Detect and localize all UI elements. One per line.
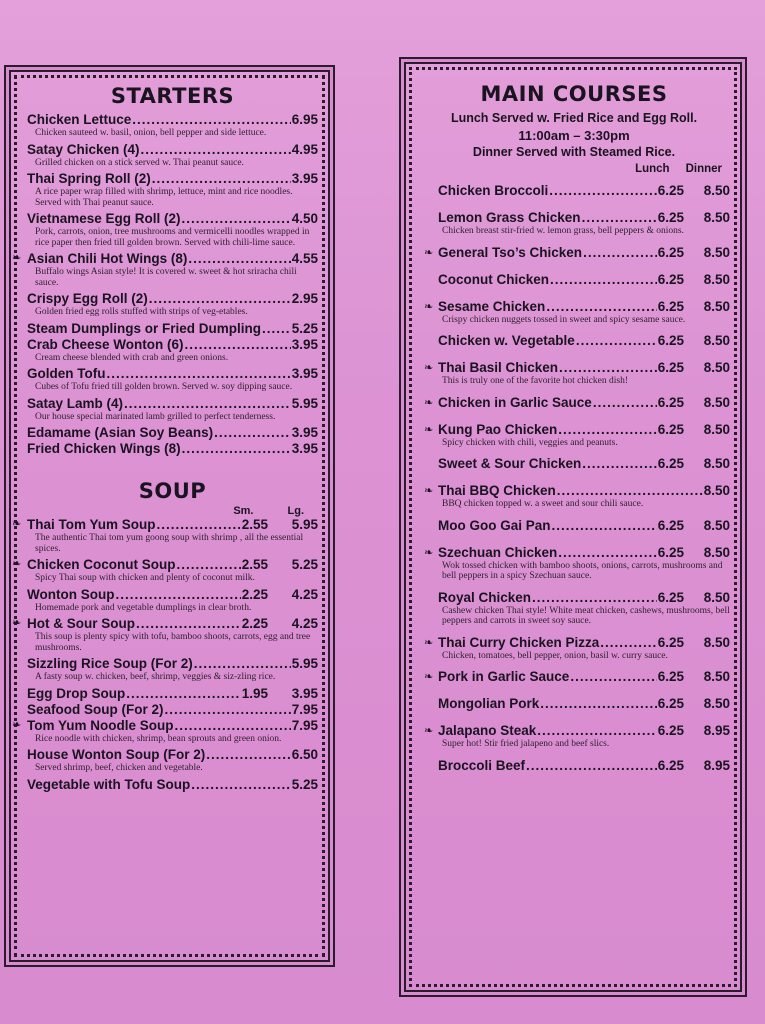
menu-item-row [27, 337, 318, 353]
main-courses-panel [404, 62, 742, 992]
menu-item-name: House Wonton Soup (For 2) [27, 747, 206, 762]
menu-item-price: 6.95 [291, 112, 318, 127]
dot-leader [182, 441, 291, 457]
list-item [27, 112, 318, 139]
menu-item-name: Tom Yum Noodle Soup [27, 717, 174, 733]
list-item [27, 142, 318, 169]
menu-item-row [27, 321, 318, 337]
list-item [27, 777, 318, 793]
lunch-price: 6.25 [657, 298, 684, 314]
starters-soup-panel [9, 70, 330, 962]
list-item [418, 483, 730, 510]
small-price: 2.25 [241, 586, 268, 602]
dot-leader [206, 747, 290, 763]
dot-leader [546, 299, 656, 315]
lunch-price: 6.25 [657, 394, 684, 410]
menu-item-row [27, 686, 318, 702]
menu-item-description: Chicken sauteed w. basil, onion, bell pepper and side lettuce. [35, 128, 267, 138]
list-item [418, 333, 730, 349]
dot-leader [191, 777, 290, 793]
dot-leader [540, 696, 656, 712]
dot-leader [149, 291, 291, 307]
starters-list [12, 112, 318, 457]
list-item [27, 702, 318, 718]
lunch-price: 6.25 [657, 634, 684, 650]
list-item [27, 171, 318, 208]
menu-item-name: Sweet & Sour Chicken [438, 456, 582, 471]
chili-pepper-icon: ❧ [424, 396, 434, 409]
dinner-price: 8.95 [703, 757, 730, 773]
menu-item-name: Crab Cheese Wonton (6) [27, 336, 184, 352]
menu-item-description: A fasty soup w. chicken, beef, shrimp, veggies & siz-zling rice. [35, 672, 276, 682]
menu-item-row [27, 656, 318, 672]
dinner-price: 8.50 [703, 298, 730, 314]
menu-item-name: Sesame Chicken [438, 298, 546, 314]
menu-item-name: Sizzling Rice Soup (For 2) [27, 656, 193, 671]
menu-item-description: This soup is plenty spicy with tofu, bamboo shoots, carrots, egg and tree mushrooms. [35, 632, 311, 653]
dinner-price: 8.50 [703, 394, 730, 410]
menu-item-description: Our house special marinated lamb grilled to perfect tenderness. [35, 411, 276, 422]
menu-item-row [438, 545, 730, 561]
small-price: 2.55 [241, 557, 268, 572]
dot-leader [126, 686, 240, 702]
dinner-price: 8.50 [703, 483, 730, 498]
dot-leader [124, 396, 291, 412]
list-item [418, 456, 730, 472]
dot-leader [214, 425, 291, 441]
dot-leader [576, 333, 657, 349]
lunch-price: 6.25 [657, 589, 684, 605]
dot-leader [552, 518, 657, 534]
menu-item-description: Cubes of Tofu fried till golden brown. Served w. soy dipping sauce. [35, 382, 293, 392]
menu-item-row [438, 723, 730, 739]
dot-leader [537, 723, 656, 739]
chili-pepper-icon: ❧ [424, 725, 434, 737]
menu-item-row [27, 587, 318, 603]
menu-item-price: 3.95 [291, 171, 318, 186]
lunch-price: 6.25 [657, 456, 684, 471]
dinner-price: 8.50 [703, 456, 730, 471]
menu-item-name: Wonton Soup [27, 586, 115, 602]
menu-item-row [438, 590, 730, 606]
lunch-price: 6.25 [657, 696, 684, 711]
lunch-price: 6.25 [657, 210, 684, 225]
menu-item-price: 3.95 [291, 336, 318, 352]
menu-item-row [438, 299, 730, 315]
menu-item-name: Satay Lamb (4) [27, 395, 124, 411]
large-price: 3.95 [291, 685, 318, 701]
lunch-price: 6.25 [657, 333, 684, 348]
main-courses-heading: MAIN COURSES [480, 82, 668, 106]
menu-item-row [438, 245, 730, 261]
lunch-price: 6.25 [657, 757, 684, 773]
list-item [418, 518, 730, 534]
menu-item-description: Super hot! Stir fried jalapeno and beef slics. [442, 739, 610, 749]
menu-item-name: Asian Chili Hot Wings (8) [27, 251, 188, 266]
soup-list [12, 517, 318, 793]
menu-item-name: Golden Tofu [27, 366, 106, 381]
menu-item-name: Crispy Egg Roll (2) [27, 291, 148, 306]
menu-item-price: 4.55 [291, 251, 318, 266]
dinner-price: 8.50 [703, 244, 730, 260]
menu-item-row [438, 395, 730, 411]
list-item [12, 251, 318, 288]
dinner-price: 8.50 [703, 589, 730, 605]
dot-leader [557, 483, 703, 499]
menu-item-price: 5.25 [291, 320, 318, 336]
dot-leader [185, 337, 291, 353]
lunch-price: 6.25 [657, 544, 684, 560]
menu-item-name: General Tso’s Chicken [438, 244, 583, 260]
menu-item-description: Golden fried egg rolls stuffed with strips of veg-etables. [35, 307, 248, 317]
menu-item-name: Coconut Chicken [438, 271, 550, 287]
list-item [27, 656, 318, 683]
chili-pepper-icon: ❧ [12, 718, 22, 731]
chili-pepper-icon: ❧ [424, 671, 434, 683]
main-courses-list [418, 183, 730, 774]
menu-item-price: 5.95 [291, 395, 318, 411]
menu-item-description: This is truly one of the favorite hot chicken dish! [442, 376, 628, 386]
list-item [418, 360, 730, 387]
menu-item-name: Szechuan Chicken [438, 544, 558, 560]
lunch-price: 6.25 [657, 669, 684, 684]
menu-item-description: Chicken, tomatoes, bell pepper, onion, basil w. curry sauce. [442, 650, 668, 661]
list-item [418, 696, 730, 712]
menu-item-name: Thai Tom Yum Soup [27, 517, 156, 532]
menu-item-name: Egg Drop Soup [27, 685, 126, 701]
menu-item-row [438, 360, 730, 376]
dot-leader [582, 456, 656, 472]
menu-item-name: Royal Chicken [438, 589, 532, 605]
list-item [27, 337, 318, 364]
large-price: 7.95 [291, 717, 318, 733]
list-item [418, 590, 730, 627]
list-item [418, 723, 730, 750]
menu-item-description: Grilled chicken on a stick served w. Thai peanut sauce. [35, 157, 244, 168]
dot-leader [583, 245, 657, 261]
menu-item-row [438, 635, 730, 651]
dinner-price: 8.50 [703, 333, 730, 348]
menu-item-name: Thai Curry Chicken Pizza [438, 634, 600, 650]
dot-leader [106, 366, 290, 382]
list-item [27, 686, 318, 702]
list-item [418, 299, 730, 326]
dot-leader [132, 112, 290, 128]
menu-item-row [27, 616, 318, 632]
list-item [27, 321, 318, 337]
list-item [27, 396, 318, 423]
list-item [27, 441, 318, 457]
list-item [27, 211, 318, 248]
small-price: 2.55 [241, 517, 268, 532]
dot-leader [526, 758, 657, 774]
dot-leader [115, 587, 240, 603]
menu-item-row [27, 142, 318, 158]
menu-item-row [438, 210, 730, 226]
dot-leader [558, 422, 656, 438]
menu-item-name: Thai Basil Chicken [438, 360, 559, 375]
dinner-price: 8.50 [703, 271, 730, 287]
chili-pepper-icon: ❧ [424, 546, 434, 559]
menu-item-row [27, 251, 318, 267]
list-item [12, 717, 318, 745]
menu-item-description: The authentic Thai tom yum goong soup with shrimp , all the essential spices. [35, 533, 304, 554]
dot-leader [558, 545, 656, 561]
menu-item-description: Chicken breast stir-fried w. lemon grass, bell peppers & onions. [442, 226, 684, 236]
dinner-label: Dinner [685, 163, 722, 175]
dot-leader [175, 718, 291, 734]
dot-leader [549, 183, 656, 199]
lunch-price: 6.25 [657, 360, 684, 375]
large-price: 4.25 [291, 616, 318, 631]
dot-leader [136, 616, 241, 632]
menu-item-name: Mongolian Pork [438, 696, 540, 711]
menu-item-row [438, 696, 730, 712]
menu-item-row [438, 518, 730, 534]
dot-leader [262, 321, 291, 337]
dot-leader [570, 669, 656, 685]
dinner-price: 8.50 [703, 634, 730, 650]
menu-item-row [438, 272, 730, 288]
list-item [27, 425, 318, 441]
list-item [12, 616, 318, 653]
chili-pepper-icon: ❧ [424, 246, 434, 259]
lunch-price: 6.25 [657, 183, 684, 198]
small-price: 2.25 [241, 616, 268, 631]
menu-item-name: Steam Dumplings or Fried Dumpling [27, 320, 262, 336]
dinner-price: 8.50 [703, 360, 730, 375]
price-column-header [418, 163, 730, 175]
menu-item-row [27, 718, 318, 734]
dot-leader [182, 211, 291, 227]
dot-leader [188, 251, 290, 267]
chili-pepper-icon: ❧ [424, 300, 434, 313]
menu-item-description: Cashew chicken Thai style! White meat chicken, cashews, mushrooms, bell peppers and carrots in sweet soy sauce. [442, 605, 730, 626]
lunch-note: Lunch Served w. Fried Rice and Egg Roll. [450, 111, 698, 125]
menu-item-row [27, 425, 318, 441]
menu-item-name: Chicken in Garlic Sauce [438, 394, 592, 410]
menu-item-name: Edamame (Asian Soy Beans) [27, 425, 214, 440]
list-item [418, 669, 730, 685]
chili-pepper-icon: ❧ [12, 617, 22, 629]
menu-item-row [27, 702, 318, 718]
dinner-price: 8.95 [703, 723, 730, 738]
menu-item-price: 2.95 [291, 291, 318, 306]
list-item [418, 245, 730, 261]
menu-item-name: Vegetable with Tofu Soup [27, 776, 191, 792]
dot-leader [593, 395, 657, 411]
starters-heading: STARTERS [110, 84, 235, 108]
dot-leader [600, 635, 656, 651]
list-item [418, 395, 730, 411]
menu-item-description: Buffalo wings Asian style! It is covered w. sweet & hot sriracha chili sauce. [35, 267, 297, 288]
chili-pepper-icon: ❧ [12, 518, 22, 530]
list-item [418, 635, 730, 662]
menu-item-row [438, 669, 730, 685]
menu-item-row [27, 171, 318, 187]
lunch-label: Lunch [635, 163, 670, 175]
menu-item-price: 3.95 [291, 425, 318, 440]
list-item [418, 272, 730, 288]
dot-leader [550, 272, 657, 288]
menu-item-name: Satay Chicken (4) [27, 141, 140, 157]
menu-item-row [27, 747, 318, 763]
menu-item-row [27, 517, 318, 533]
dot-leader [532, 590, 657, 606]
menu-item-row [438, 456, 730, 472]
list-item [418, 545, 730, 582]
menu-item-row [438, 183, 730, 199]
dot-leader [165, 702, 291, 718]
menu-item-name: Moo Goo Gai Pan [438, 517, 551, 533]
menu-item-row [438, 758, 730, 774]
soup-heading: SOUP [138, 479, 207, 503]
menu-item-row [438, 422, 730, 438]
menu-item-name: Lemon Grass Chicken [438, 210, 581, 225]
dinner-price: 8.50 [703, 210, 730, 225]
dinner-price: 8.50 [703, 696, 730, 711]
large-size-label: Lg. [287, 505, 304, 517]
lunch-price: 6.25 [657, 421, 684, 437]
dinner-price: 8.50 [703, 517, 730, 533]
list-item [27, 366, 318, 393]
menu-item-description: Homemade pork and vegetable dumplings in clear broth. [35, 602, 252, 613]
dinner-price: 8.50 [703, 183, 730, 198]
list-item [27, 291, 318, 318]
menu-item-description: Cream cheese blended with crab and green onions. [35, 352, 229, 363]
menu-item-name: Kung Pao Chicken [438, 421, 558, 437]
large-price: 7.95 [291, 701, 318, 717]
dinner-price: 8.50 [703, 669, 730, 684]
menu-item-row [27, 112, 318, 128]
menu-item-description: Crispy chicken nuggets tossed in sweet and spicy sesame sauce. [442, 314, 686, 325]
menu-item-description: Spicy chicken with chili, veggies and peanuts. [442, 437, 618, 448]
menu-item-name: Vietnamese Egg Roll (2) [27, 211, 181, 226]
menu-item-row [438, 333, 730, 349]
dot-leader [141, 142, 291, 158]
menu-item-name: Chicken w. Vegetable [438, 333, 575, 348]
list-item [418, 422, 730, 449]
list-item [418, 183, 730, 199]
large-price: 5.25 [291, 557, 318, 572]
menu-item-name: Chicken Broccoli [438, 183, 549, 198]
dot-leader [177, 557, 241, 573]
list-item [418, 210, 730, 237]
menu-item-row [27, 441, 318, 457]
lunch-price: 6.25 [657, 271, 684, 287]
large-price: 5.95 [291, 656, 318, 671]
lunch-price: 6.25 [657, 723, 684, 738]
menu-item-description: A rice paper wrap filled with shrimp, lettuce, mint and rice noodles. Served with Thai peanut sauce. [35, 187, 293, 208]
dot-leader [582, 210, 657, 226]
list-item [418, 758, 730, 774]
large-price: 6.50 [291, 747, 318, 762]
list-item [27, 587, 318, 614]
dot-leader [194, 656, 291, 672]
menu-item-description: Spicy Thai soup with chicken and plenty of coconut milk. [35, 573, 255, 583]
soup-size-header [27, 505, 318, 517]
large-price: 4.25 [291, 586, 318, 602]
menu-item-price: 4.50 [291, 211, 318, 226]
list-item [12, 517, 318, 554]
menu-item-description: Wok tossed chicken with bamboo shoots, onions, carrots, mushrooms and bell peppers in a spicy Szechuan sauce. [442, 560, 723, 581]
menu-item-price: 3.95 [291, 366, 318, 381]
dot-leader [559, 360, 657, 376]
menu-item-name: Hot & Sour Soup [27, 616, 135, 631]
menu-item-name: Jalapano Steak [438, 723, 537, 738]
menu-item-name: Pork in Garlic Sauce [438, 669, 570, 684]
lunch-hours: 11:00am – 3:30pm [518, 128, 630, 143]
menu-item-row [27, 777, 318, 793]
menu-item-name: Thai BBQ Chicken [438, 483, 556, 498]
menu-item-row [27, 211, 318, 227]
chili-pepper-icon: ❧ [424, 423, 434, 436]
list-item [27, 747, 318, 774]
chili-pepper-icon: ❧ [12, 558, 22, 570]
menu-item-name: Fried Chicken Wings (8) [27, 441, 181, 456]
dinner-note: Dinner Served with Steamed Rice. [472, 145, 676, 159]
lunch-price: 6.25 [657, 517, 684, 533]
menu-item-price: 3.95 [291, 441, 318, 456]
chili-pepper-icon: ❧ [424, 485, 434, 497]
menu-item-name: Thai Spring Roll (2) [27, 171, 151, 186]
menu-item-description: Pork, carrots, onion, tree mushrooms and vermicelli noodles wrapped in rice paper then fried till golden brown. Served with chili-lime sauce. [35, 227, 310, 248]
dinner-price: 8.50 [703, 544, 730, 560]
small-size-label: Sm. [233, 505, 254, 517]
dot-leader [157, 517, 241, 533]
menu-item-name: Chicken Lettuce [27, 112, 132, 127]
menu-item-description: Rice noodle with chicken, shrimp, bean sprouts and green onion. [35, 733, 282, 744]
menu-item-row [27, 366, 318, 382]
menu-item-name: Broccoli Beef [438, 757, 526, 773]
menu-item-description: BBQ chicken topped w. a sweet and sour chili sauce. [442, 499, 644, 509]
menu-item-row [27, 557, 318, 573]
dinner-price: 8.50 [703, 421, 730, 437]
menu-item-description: Served shrimp, beef, chicken and vegetable. [35, 763, 203, 773]
chili-pepper-icon: ❧ [424, 362, 434, 374]
chili-pepper-icon: ❧ [12, 252, 22, 264]
lunch-price: 6.25 [657, 244, 684, 260]
large-price: 5.95 [291, 517, 318, 532]
small-price: 1.95 [241, 685, 268, 701]
menu-item-row [27, 396, 318, 412]
menu-item-row [27, 291, 318, 307]
dot-leader [152, 171, 291, 187]
chili-pepper-icon: ❧ [424, 636, 434, 649]
list-item [12, 557, 318, 584]
menu-item-row [438, 483, 730, 499]
menu-item-name: Chicken Coconut Soup [27, 557, 176, 572]
large-price: 5.25 [291, 776, 318, 792]
menu-item-name: Seafood Soup (For 2) [27, 701, 164, 717]
menu-item-price: 4.95 [291, 141, 318, 157]
